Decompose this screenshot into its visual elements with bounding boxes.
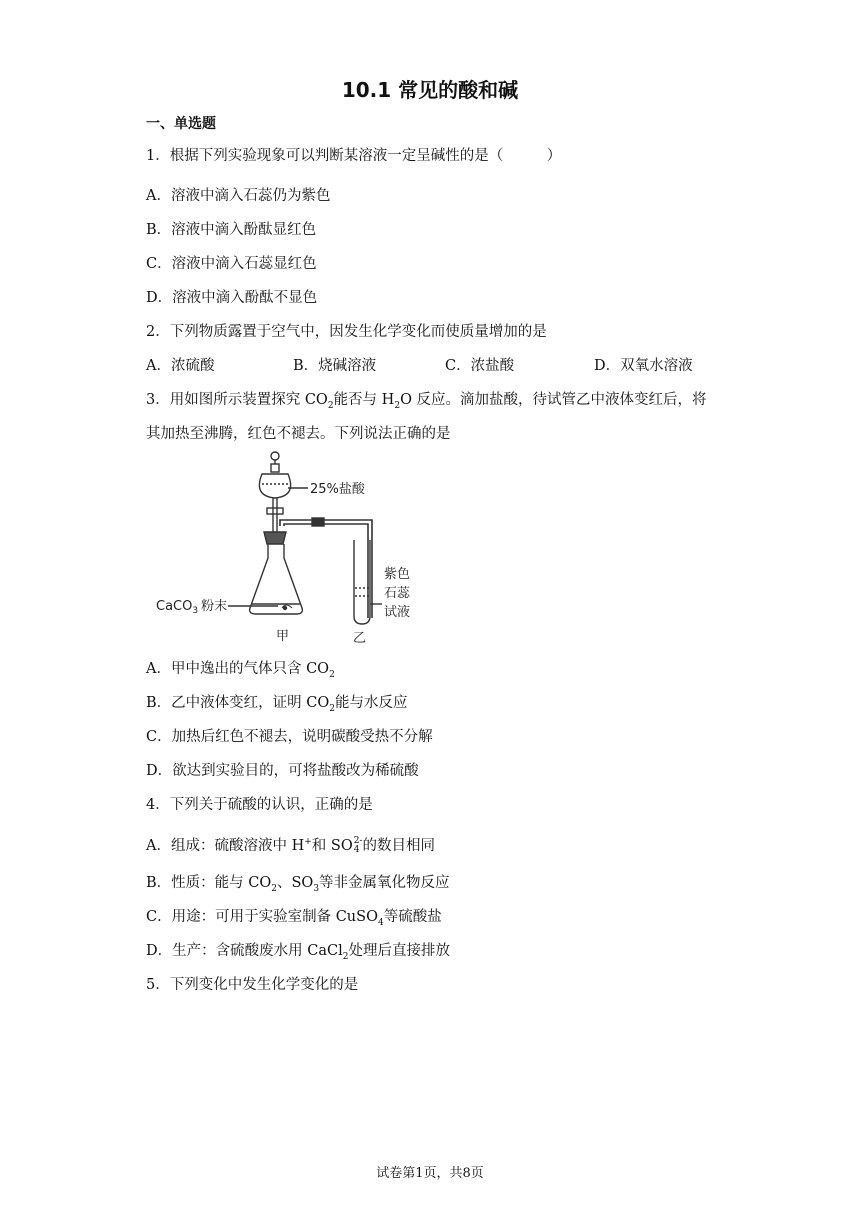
litmus-label-2: 石蕊 — [384, 586, 411, 601]
caco3-label: CaCO$_3$ 粉末 — [156, 599, 228, 616]
question-4-option-a[interactable]: A．组成：硫酸溶液中 H+和 SO2- 4 的数目相同 — [146, 835, 435, 855]
question-1-option-d[interactable]: D．溶液中滴入酚酞不显色 — [146, 290, 318, 306]
question-4-option-d[interactable]: D．生产：含硫酸废水用 CaCl$_2$处理后直接排放 — [146, 943, 450, 962]
page-title: 10.1 常见的酸和碱 — [341, 78, 519, 102]
question-3-option-c[interactable]: C．加热后红色不褪去，说明碳酸受热不分解 — [146, 729, 433, 745]
question-2-option-a[interactable]: A．浓硫酸 — [146, 358, 215, 374]
acid-label: 25%盐酸 — [310, 482, 365, 497]
page-footer: 试卷第1页，共8页 — [376, 1166, 484, 1181]
question-3-stem: 3．用如图所示装置探究 $CO_2$能否与 $H_2O$ 反应。滴加盐酸，待试管乙中液体变红后，将 — [146, 392, 707, 411]
question-3-option-b[interactable]: B．乙中液体变红，证明 $CO_2$能与水反应 — [146, 695, 408, 714]
question-2-stem: 2．下列物质露置于空气中，因发生化学变化而使质量增加的是 — [146, 324, 547, 340]
question-4-option-c[interactable]: C．用途：可用于实验室制备 CuSO$_4$等硫酸盐 — [146, 909, 442, 928]
question-1-option-c[interactable]: C．溶液中滴入石蕊显红色 — [146, 256, 317, 272]
question-1-option-a[interactable]: A．溶液中滴入石蕊仍为紫色 — [146, 188, 331, 204]
question-4-stem: 4．下列关于硫酸的认识，正确的是 — [146, 797, 373, 813]
question-3-stem-line2: 其加热至沸腾，红色不褪去。下列说法正确的是 — [146, 426, 451, 442]
question-3-option-a[interactable]: A．甲中逸出的气体只含 $CO_2$ — [146, 661, 335, 680]
litmus-label-1: 紫色 — [384, 567, 411, 582]
question-1-option-b[interactable]: B．溶液中滴入酚酞显红色 — [146, 222, 317, 238]
flask-label: 甲 — [276, 629, 290, 644]
stopper-icon — [271, 452, 279, 460]
tube-label: 乙 — [353, 631, 367, 646]
question-5-stem: 5．下列变化中发生化学变化的是 — [146, 977, 359, 993]
section-heading: 一、单选题 — [146, 116, 216, 132]
question-2-option-c[interactable]: C．浓盐酸 — [445, 358, 515, 374]
question-3-option-d[interactable]: D．欲达到实验目的，可将盐酸改为稀硫酸 — [146, 763, 419, 779]
question-1-stem: 1．根据下列实验现象可以判断某溶液一定呈碱性的是（ ） — [146, 148, 562, 164]
question-2-option-d[interactable]: D．双氧水溶液 — [594, 358, 693, 374]
question-2-option-b[interactable]: B．烧碱溶液 — [293, 358, 377, 374]
apparatus-diagram — [150, 448, 430, 648]
funnel-bulb-icon — [259, 474, 290, 498]
question-4-option-b[interactable]: B．性质：能与 $CO_2$、$SO_3$等非金属氧化物反应 — [146, 875, 450, 894]
litmus-label-3: 试液 — [384, 605, 411, 620]
